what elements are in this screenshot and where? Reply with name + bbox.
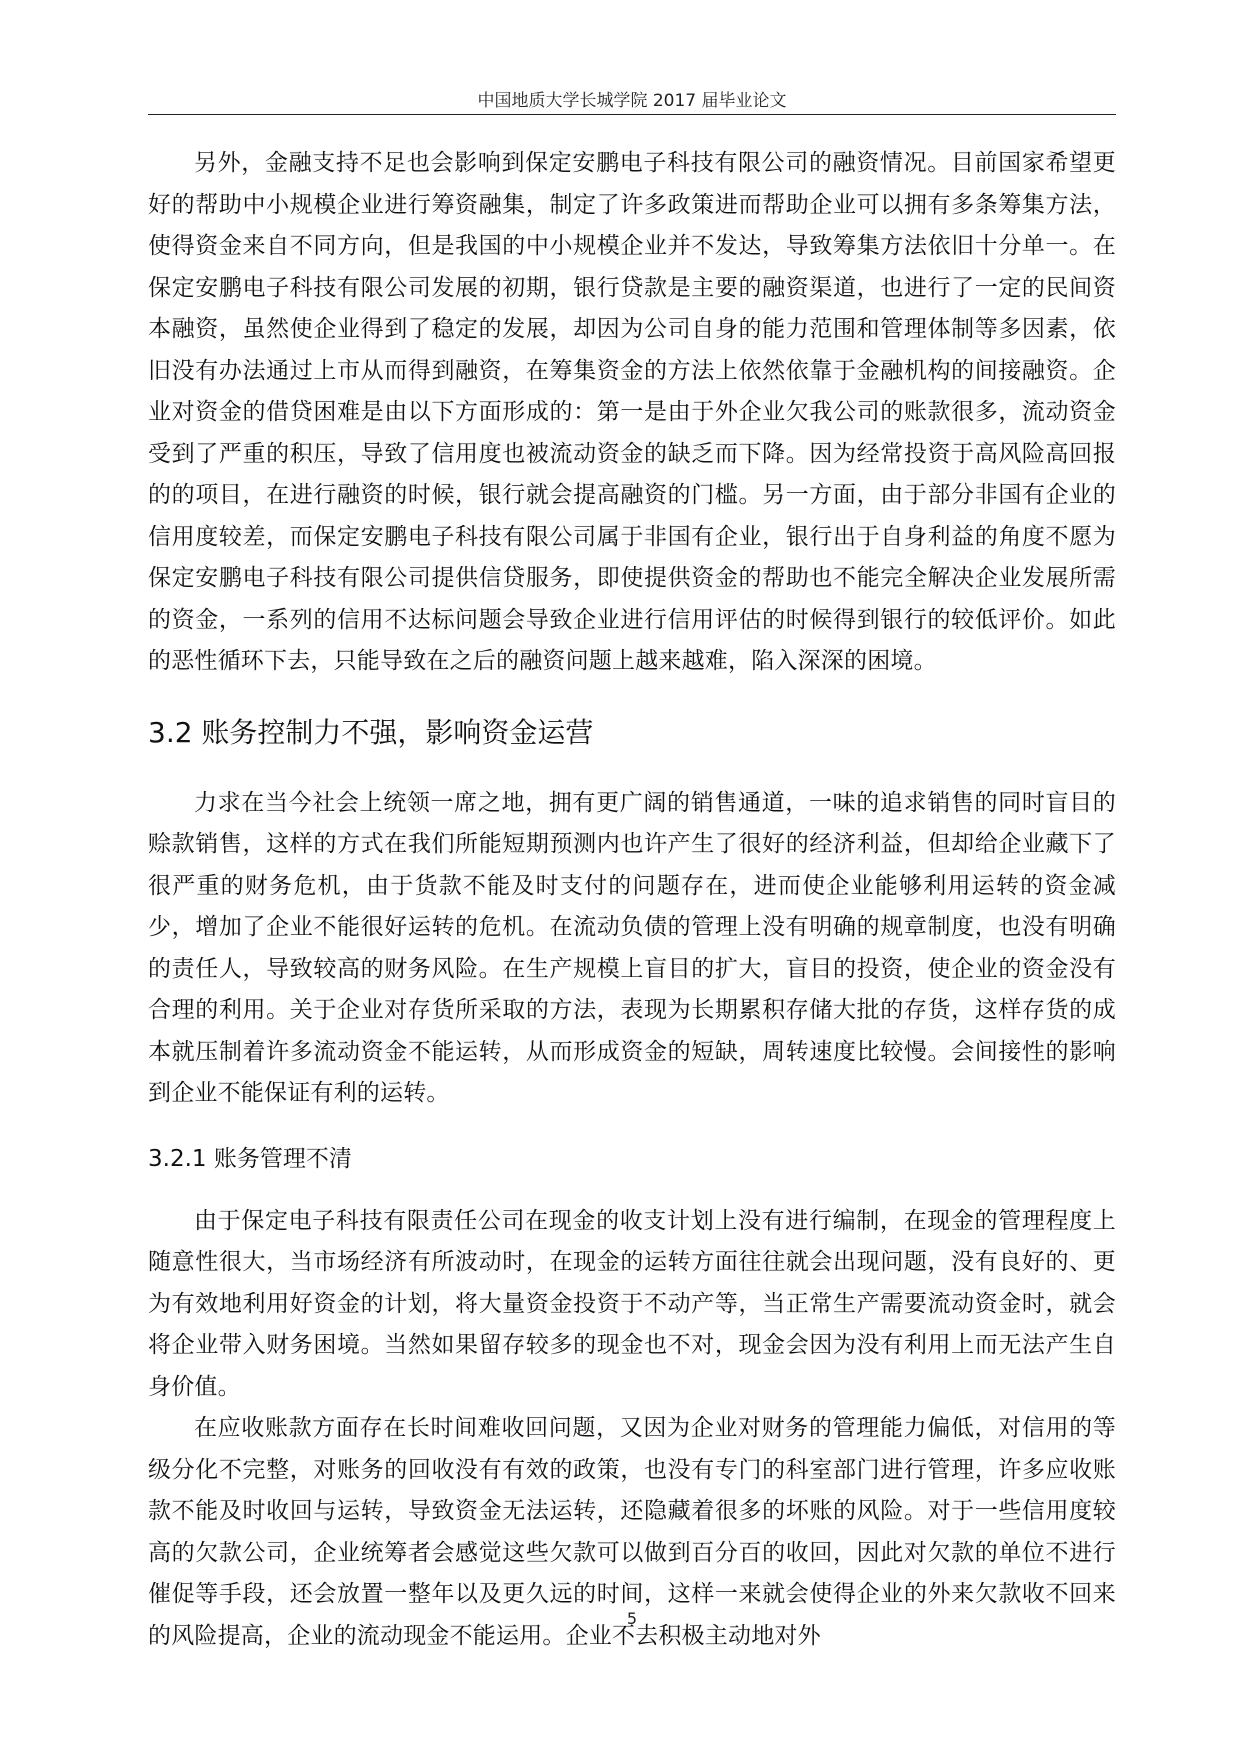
paragraph-receivables: 在应收账款方面存在长时间难收回问题，又因为企业对财务的管理能力偏低，对信用的等级分化不完整，对账务的回收没有有效的政策，也没有专门的科室部门进行管理，许多应收账款不能及时收回与运转，导致资金无法运转，还隐藏着很多的坏账的风险。对于一些信用度较高的欠款公司，企业统筹者会感觉这些欠款可以做到百分百的收回，因此对欠款的单位不进行催促等手段，还会放置一整年以及更久远的时间，这样一来就会使得企业的外来欠款收不回来的风险提高，企业的流动现金不能运用。企业不去积极主动地对外 (148, 1415, 1116, 1649)
paragraph-financial-support: 另外，金融支持不足也会影响到保定安鹏电子科技有限公司的融资情况。目前国家希望更好的帮助中小规模企业进行筹资融集，制定了许多政策进而帮助企业可以拥有多条筹集方法，使得资金来自不同方向，但是我国的中小规模企业并不发达，导致筹集方法依旧十分单一。在保定安鹏电子科技有限公司发展的初期，银行贷款是主要的融资渠道，也进行了一定的民间资本融资，虽然使企业得到了稳定的发展，却因为公司自身的能力范围和管理体制等多因素，依旧没有办法通过上市从而得到融资，在筹集资金的方法上依然依靠于金融机构的间接融资。企业对资金的借贷困难是由以下方面形成的：第一是由于外企业欠我公司的账款很多，流动资金受到了严重的积压，导致了信用度也被流动资金的缺乏而下降。因为经常投资于高风险高回报的的项目，在进行融资的时候，银行就会提高融资的门槛。另一方面，由于部分非国有企业的信用度较差，而保定安鹏电子科技有限公司属于非国有企业，银行出于自身利益的角度不愿为保定安鹏电子科技有限公司提供信贷服务，即使提供资金的帮助也不能完全解决企业发展所需的资金，一系列的信用不达标问题会导致企业进行信用评估的时候得到银行的较低评价。如此的恶性循环下去，只能导致在之后的融资问题上越来越难，陷入深深的困境。 (148, 150, 1116, 674)
section-heading-3-2: 3.2 账务控制力不强，影响资金运营 (148, 715, 594, 749)
running-header: 中国地质大学长城学院 2017 届毕业论文 (477, 91, 787, 111)
paragraph-sales-risk: 力求在当今社会上统领一席之地，拥有更广阔的销售通道，一味的追求销售的同时盲目的赊款销售，这样的方式在我们所能短期预测内也许产生了很好的经济利益，但却给企业藏下了很严重的财务危机，由于货款不能及时支付的问题存在，进而使企业能够利用运转的资金减少，增加了企业不能很好运转的危机。在流动负债的管理上没有明确的规章制度，也没有明确的责任人，导致较高的财务风险。在生产规模上盲目的扩大，盲目的投资，使企业的资金没有合理的利用。关于企业对存货所采取的方法，表现为长期累积存储大批的存货，这样存货的成本就压制着许多流动资金不能运转，从而形成资金的短缺，周转速度比较慢。会间接性的影响到企业不能保证有利的运转。 (148, 789, 1116, 1106)
paragraph-cash-management: 由于保定电子科技有限责任公司在现金的收支计划上没有进行编制，在现金的管理程度上随意性很大，当市场经济有所波动时，在现金的运转方面往往就会出现问题，没有良好的、更为有效地利用好资金的计划，将大量资金投资于不动产等，当正常生产需要流动资金时，就会将企业带入财务困境。当然如果留存较多的现金也不对，现金会因为没有利用上而无法产生自身价值。 (148, 1207, 1116, 1400)
subsection-heading-3-2-1: 3.2.1 账务管理不清 (148, 1145, 352, 1172)
page-body (148, 143, 1116, 1657)
page-number: 5 (626, 1609, 638, 1628)
header-rule (148, 114, 1116, 115)
